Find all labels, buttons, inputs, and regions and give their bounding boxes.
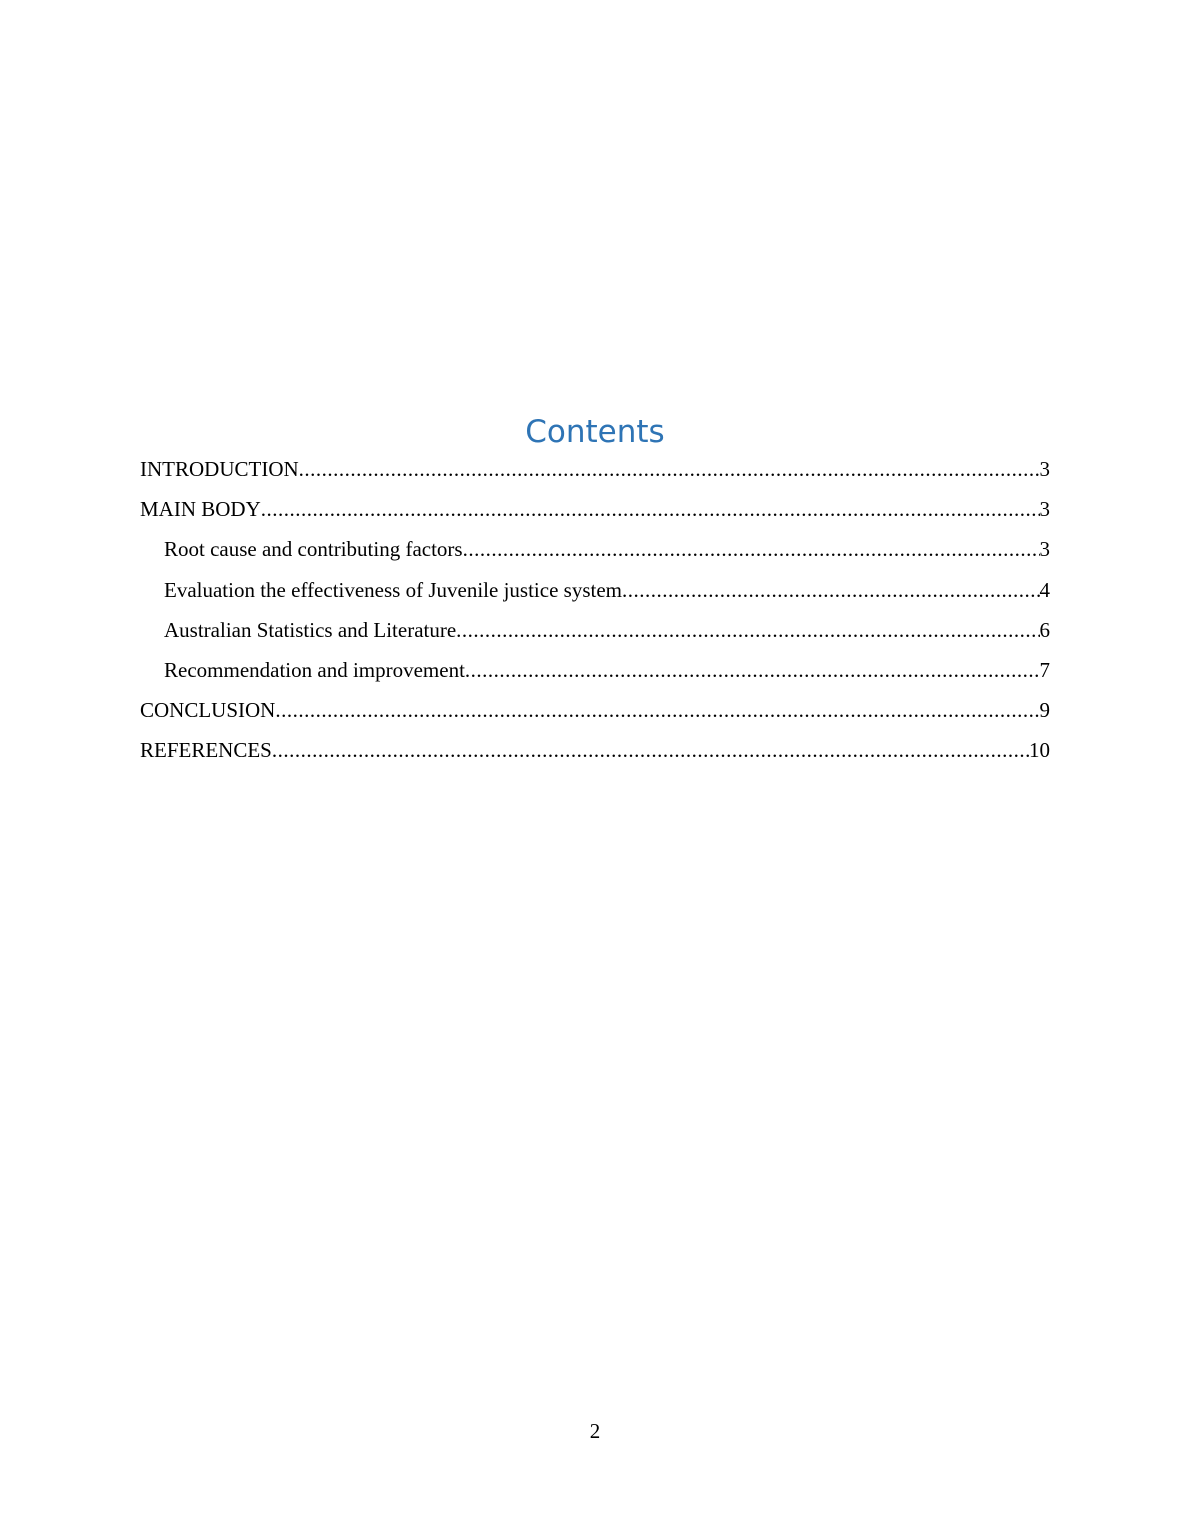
toc-entry-australian-statistics[interactable] [140, 610, 1050, 650]
toc-entry-conclusion[interactable] [140, 690, 1050, 730]
toc-dot-leader [465, 650, 1040, 690]
toc-entry-label: Recommendation and improvement [164, 657, 465, 682]
toc-entry-label: REFERENCES [140, 738, 272, 763]
toc-entry-label: Evaluation the effectiveness of Juvenile justice system [164, 577, 622, 602]
toc-entry-recommendation[interactable] [140, 650, 1050, 690]
toc-dot-leader [275, 690, 1039, 730]
page-number: 2 [589, 1419, 601, 1443]
toc-entry-page: 4 [1039, 577, 1050, 602]
toc-entry-label: Australian Statistics and Literature [164, 617, 457, 642]
toc-entry-label: CONCLUSION [140, 698, 276, 723]
toc-entry-label: MAIN BODY [140, 497, 261, 522]
toc-entry-page: 3 [1039, 497, 1050, 522]
toc-dot-leader [456, 610, 1039, 650]
toc-dot-leader [299, 449, 1040, 489]
toc-dot-leader [622, 570, 1040, 610]
toc-dot-leader [463, 529, 1040, 569]
toc-entry-main-body[interactable] [140, 489, 1050, 529]
toc-entry-page: 10 [1029, 738, 1050, 763]
toc-entry-references[interactable] [140, 730, 1050, 770]
toc-dot-leader [261, 489, 1040, 529]
toc-entry-page: 3 [1039, 457, 1050, 481]
toc-entry-root-cause[interactable] [140, 529, 1050, 569]
toc-entry-label: INTRODUCTION [140, 457, 299, 481]
toc-entry-label: Root cause and contributing factors [164, 537, 463, 562]
toc-dot-leader [272, 730, 1029, 770]
toc-entry-introduction[interactable] [140, 449, 1050, 489]
toc-entry-evaluation[interactable] [140, 570, 1050, 610]
toc-entry-page: 9 [1039, 698, 1050, 723]
toc-heading: Contents [525, 414, 665, 450]
toc-entry-page: 6 [1039, 617, 1050, 642]
toc-entry-page: 7 [1039, 657, 1050, 682]
table-of-contents [140, 449, 1050, 771]
toc-entry-page: 3 [1039, 537, 1050, 562]
